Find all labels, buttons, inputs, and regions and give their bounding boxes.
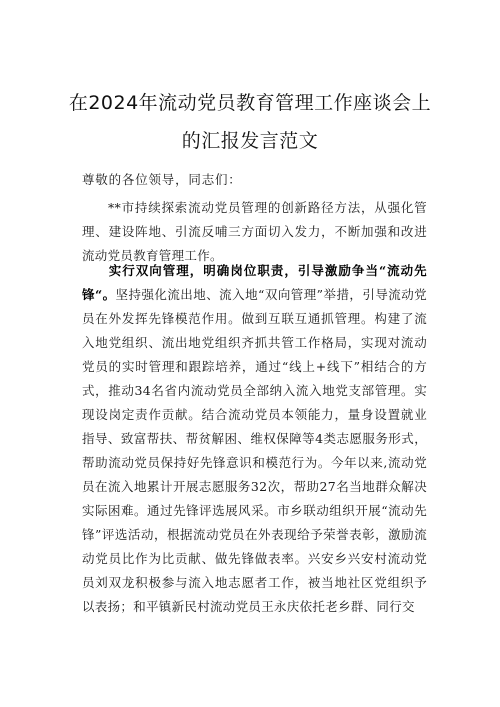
section-1-heading: 实行双向管理，明确岗位职责，引导激励争当“流动先锋“。 [82, 263, 427, 302]
section-1-body: 坚持强化流出地、流入地“双向管理”举措，引导流动党员在外发挥先锋模范作用。做到互联互通抓管理。构建了流入地党组织、流出地党组织齐抓共管工作格局，实现对流动党员的实时管理和跟踪培养，通过“线上+线下”相结合的方式，推动34名省内流动党员全部纳入流入地党支部管理。实现设岗定责作贡献。结合流动党员本领能力，量身设置就业指导、致富帮扶、帮贫解困、维权保障等4类志愿服务形式，帮助流动党员保持好先锋意识和模范行为。今年以来,流动党员在流入地累计开展志愿服务32次，帮助27名当地群众解决实际困难。通过先锋评选展风采。市乡联动组织开展“流动先锋”评选活动，根据流动党员在外表现给予荣誉表彰，激励流动党员比作为比贡献、做先锋做表率。兴安乡兴安村流动党员刘双龙积极参与流入地志愿者工作，被当地社区党组织予以表扬；和平镇新民村流动党员王永庆依托老乡群、同行交 [82, 287, 427, 614]
intro-paragraph [82, 196, 427, 268]
intro-text: **市持续探索流动党员管理的创新路径方法，从强化管理、建设阵地、引流反哺三方面切入发力，不断加强和改进流动党员教育管理工作。 [82, 200, 427, 263]
salutation: 尊敬的各位领导，同志们： [82, 172, 242, 187]
section-1-paragraph [82, 259, 427, 619]
document-title-line-1: 在2024年流动党员教育管理工作座谈会上 [68, 92, 432, 114]
document-title-line-2: 的汇报发言范文 [181, 130, 319, 152]
